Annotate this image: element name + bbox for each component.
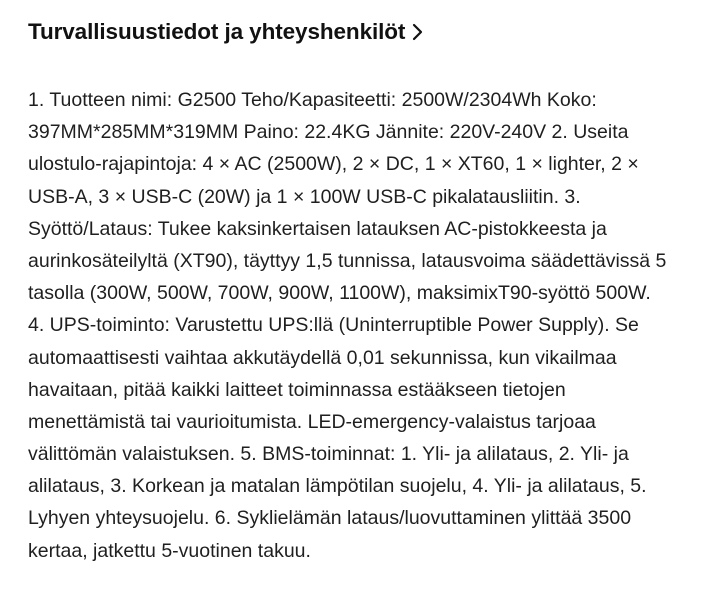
description-line: USB-A, 3 × USB-C (20W) ja 1 × 100W USB-C pikalatausliitin. 3. <box>28 185 581 208</box>
description-line: alilataus, 3. Korkean ja matalan lämpötilan suojelu, 4. Yli- ja alilataus, 5. <box>28 475 647 498</box>
description-line: menettämistä tai vaurioitumista. LED-emergency-valaistus tarjoaa <box>28 410 596 433</box>
chevron-right-icon[interactable] <box>411 21 425 43</box>
description-line: kertaa, jatkettu 5-vuotinen takuu. <box>28 539 311 562</box>
description-line: tasolla (300W, 500W, 700W, 900W, 1100W), maksimixT90-syöttö 500W. <box>28 282 651 305</box>
description-line: aurinkosäteilyltä (XT90), täyttyy 1,5 tunnissa, latausvoima säädettävissä 5 <box>28 249 667 272</box>
description-line: välittömän valaistuksen. 5. BMS-toiminnat: 1. Yli- ja alilataus, 2. Yli- ja <box>28 443 629 466</box>
product-description <box>28 84 716 567</box>
description-line: automaattisesti vaihtaa akkutäydellä 0,01 sekunnissa, kun vikailmaa <box>28 346 617 369</box>
description-line: havaitaan, pitää kaikki laitteet toiminnassa estääkseen tietojen <box>28 378 566 401</box>
description-line: Syöttö/Lataus: Tukee kaksinkertaisen latauksen AC-pistokkeesta ja <box>28 217 607 240</box>
safety-contacts-header[interactable] <box>28 19 425 45</box>
description-line: 4. UPS-toiminto: Varustettu UPS:llä (Uninterruptible Power Supply). Se <box>28 314 639 337</box>
description-line: Lyhyen yhteysuojelu. 6. Syklielämän lataus/luovuttaminen ylittää 3500 <box>28 507 632 530</box>
description-line: 1. Tuotteen nimi: G2500 Teho/Kapasiteetti: 2500W/2304Wh Koko: <box>28 89 597 111</box>
description-line: 397MM*285MM*319MM Paino: 22.4KG Jännite: 220V-240V 2. Useita <box>28 121 629 144</box>
description-line: ulostulo-rajapintoja: 4 × AC (2500W), 2 × DC, 1 × XT60, 1 × lighter, 2 × <box>28 153 639 176</box>
section-title: Turvallisuustiedot ja yhteyshenkilöt <box>28 19 406 44</box>
